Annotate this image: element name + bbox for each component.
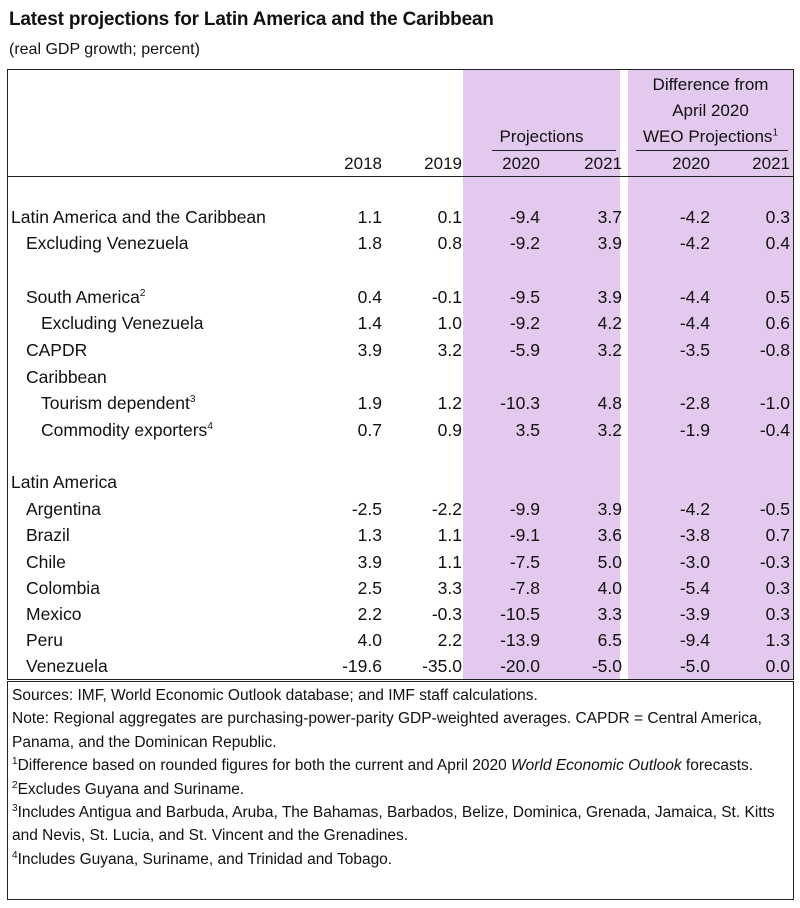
cell-2020: -9.2 (509, 313, 540, 333)
table-row (0, 310, 800, 336)
diff-header-line1: Difference from (652, 75, 769, 94)
cell-diff-2021: 0.4 (765, 233, 790, 253)
row-label: Peru (26, 630, 63, 650)
row-label: Caribbean (26, 367, 107, 387)
row-label: Excluding Venezuela (26, 233, 189, 253)
table-row (0, 627, 800, 653)
cell-2020: -10.3 (500, 393, 540, 413)
cell-diff-2020: -3.9 (679, 604, 710, 624)
cell-2019: 0.9 (437, 420, 462, 440)
cell-2021: 3.2 (597, 420, 622, 440)
cell-2021: 3.9 (597, 287, 622, 307)
cell-2020: -9.1 (509, 525, 540, 545)
cell-2019: 3.3 (437, 578, 462, 598)
cell-2019: -0.3 (431, 604, 462, 624)
footnote-3: $^3$Includes Antigua and Barbuda, Aruba, The Bahamas, Barbados, Belize, Dominica, Grenada, Jamaica, St. Kitts and Nevis, St. Lucia, and St. Vincent and the Grenadines. (12, 802, 775, 845)
row-label: Argentina (26, 499, 101, 519)
table-row (0, 364, 800, 390)
row-label: Chile (26, 552, 66, 572)
cell-2020: -20.0 (500, 656, 540, 676)
diff-year-header-2020: 2020 (672, 154, 710, 173)
cell-diff-2021: 0.3 (765, 578, 790, 598)
row-label: Tourism dependent$^3$ (41, 393, 196, 413)
table-row (0, 337, 800, 363)
cell-2018: 1.4 (357, 313, 382, 333)
year-header-2021: 2021 (584, 154, 622, 173)
table-row (0, 284, 800, 310)
cell-2020: 3.5 (515, 420, 540, 440)
cell-2018: 2.5 (357, 578, 382, 598)
footnote-4: $^4$Includes Guyana, Suriname, and Trinidad and Tobago. (12, 849, 393, 868)
row-label: Latin America and the Caribbean (11, 207, 266, 227)
table-row (0, 496, 800, 522)
cell-diff-2021: 0.6 (765, 313, 790, 333)
cell-2018: 0.4 (357, 287, 382, 307)
cell-2020: -9.9 (509, 499, 540, 519)
row-label: Latin America (11, 472, 118, 492)
diff-header-line3: WEO Projections$^1$ (643, 127, 778, 146)
cell-2019: 1.0 (437, 313, 462, 333)
cell-2021: 4.8 (597, 393, 622, 413)
table-row (0, 390, 800, 416)
cell-diff-2021: 0.3 (765, 207, 790, 227)
cell-2019: -2.2 (431, 499, 462, 519)
row-label: Commodity exporters$^4$ (41, 420, 213, 440)
cell-diff-2021: 0.3 (765, 604, 790, 624)
projections-underline (492, 150, 616, 151)
cell-2019: 0.8 (437, 233, 462, 253)
row-label: Excluding Venezuela (41, 313, 204, 333)
row-label: Venezuela (26, 656, 108, 676)
cell-diff-2021: -0.4 (759, 420, 790, 440)
projections-header: Projections (499, 127, 584, 146)
cell-diff-2020: -5.4 (679, 578, 710, 598)
table-row (0, 230, 800, 256)
cell-diff-2020: -4.4 (679, 287, 710, 307)
cell-2018: 1.3 (357, 525, 382, 545)
cell-2021: 3.7 (597, 207, 622, 227)
cell-2019: 2.2 (437, 630, 462, 650)
cell-diff-2020: -1.9 (679, 420, 710, 440)
table-row (0, 417, 800, 443)
year-header-2020: 2020 (502, 154, 540, 173)
diff-underline (636, 150, 788, 151)
row-label: Brazil (26, 525, 70, 545)
table-row (0, 469, 800, 495)
cell-2018: 1.8 (357, 233, 382, 253)
diff-year-header-2021: 2021 (752, 154, 790, 173)
footnote-1: $^1$Difference based on rounded figures for both the current and April 2020 World Economic Outlook forecasts. (12, 756, 754, 775)
cell-diff-2021: 0.0 (765, 656, 790, 676)
table-notes (7, 681, 794, 900)
row-label: South America$^2$ (26, 287, 146, 307)
cell-diff-2020: -4.2 (679, 207, 710, 227)
table-row (0, 601, 800, 627)
cell-diff-2020: -4.4 (679, 313, 710, 333)
cell-2021: -5.0 (591, 656, 622, 676)
footnote-2: $^2$Excludes Guyana and Suriname. (12, 779, 245, 798)
cell-2020: -9.5 (509, 287, 540, 307)
cell-diff-2021: 0.7 (765, 525, 790, 545)
cell-2019: -0.1 (431, 287, 462, 307)
cell-2021: 3.3 (597, 604, 622, 624)
cell-2018: 1.9 (357, 393, 382, 413)
cell-2021: 3.9 (597, 499, 622, 519)
cell-2021: 6.5 (597, 630, 622, 650)
table-subtitle: (real GDP growth; percent) (9, 41, 200, 58)
cell-diff-2020: -2.8 (679, 393, 710, 413)
cell-2018: -2.5 (351, 499, 382, 519)
year-header-2018: 2018 (344, 154, 382, 173)
table-row (0, 549, 800, 575)
sources-note: Sources: IMF, World Economic Outlook database; and IMF staff calculations. (12, 687, 538, 704)
cell-diff-2020: -3.0 (679, 552, 710, 572)
cell-diff-2020: -3.5 (679, 340, 710, 360)
table-title: Latest projections for Latin America and the Caribbean (9, 9, 494, 30)
cell-diff-2020: -3.8 (679, 525, 710, 545)
row-label: CAPDR (26, 340, 88, 360)
cell-2018: 4.0 (357, 630, 382, 650)
cell-2021: 3.2 (597, 340, 622, 360)
cell-diff-2021: 0.5 (765, 287, 790, 307)
cell-2019: 1.1 (437, 552, 462, 572)
cell-2020: -7.5 (509, 552, 540, 572)
cell-2020: -10.5 (500, 604, 540, 624)
cell-2021: 5.0 (597, 552, 622, 572)
general-note: Note: Regional aggregates are purchasing-power-parity GDP-weighted averages. CAPDR = Central America, Panama, and the Dominican Republic. (12, 710, 762, 751)
row-label: Mexico (26, 604, 82, 624)
year-header-2019: 2019 (424, 154, 462, 173)
cell-2019: 1.1 (437, 525, 462, 545)
cell-2021: 4.2 (597, 313, 622, 333)
cell-2018: 0.7 (357, 420, 382, 440)
cell-diff-2020: -4.2 (679, 233, 710, 253)
table-row (0, 653, 800, 679)
cell-diff-2020: -4.2 (679, 499, 710, 519)
cell-2020: -9.2 (509, 233, 540, 253)
cell-diff-2021: -0.5 (759, 499, 790, 519)
cell-2021: 3.9 (597, 233, 622, 253)
cell-2020: -7.8 (509, 578, 540, 598)
row-label: Colombia (26, 578, 100, 598)
cell-diff-2021: -0.8 (759, 340, 790, 360)
cell-diff-2021: 1.3 (765, 630, 790, 650)
cell-2019: 1.2 (437, 393, 462, 413)
diff-header-line2: April 2020 (672, 101, 749, 120)
cell-2019: 0.1 (437, 207, 462, 227)
cell-2020: -5.9 (509, 340, 540, 360)
cell-2019: -35.0 (422, 656, 462, 676)
table-row (0, 575, 800, 601)
cell-2018: 2.2 (357, 604, 382, 624)
cell-2018: 1.1 (357, 207, 382, 227)
header-separator (7, 176, 794, 177)
cell-diff-2020: -5.0 (679, 656, 710, 676)
cell-diff-2020: -9.4 (679, 630, 710, 650)
cell-2019: 3.2 (437, 340, 462, 360)
cell-2018: -19.6 (342, 656, 382, 676)
cell-diff-2021: -0.3 (759, 552, 790, 572)
cell-2021: 3.6 (597, 525, 622, 545)
cell-2018: 3.9 (357, 552, 382, 572)
cell-2020: -13.9 (500, 630, 540, 650)
cell-2018: 3.9 (357, 340, 382, 360)
table-row (0, 204, 800, 230)
table-row (0, 522, 800, 548)
cell-2021: 4.0 (597, 578, 622, 598)
cell-2020: -9.4 (509, 207, 540, 227)
cell-diff-2021: -1.0 (759, 393, 790, 413)
